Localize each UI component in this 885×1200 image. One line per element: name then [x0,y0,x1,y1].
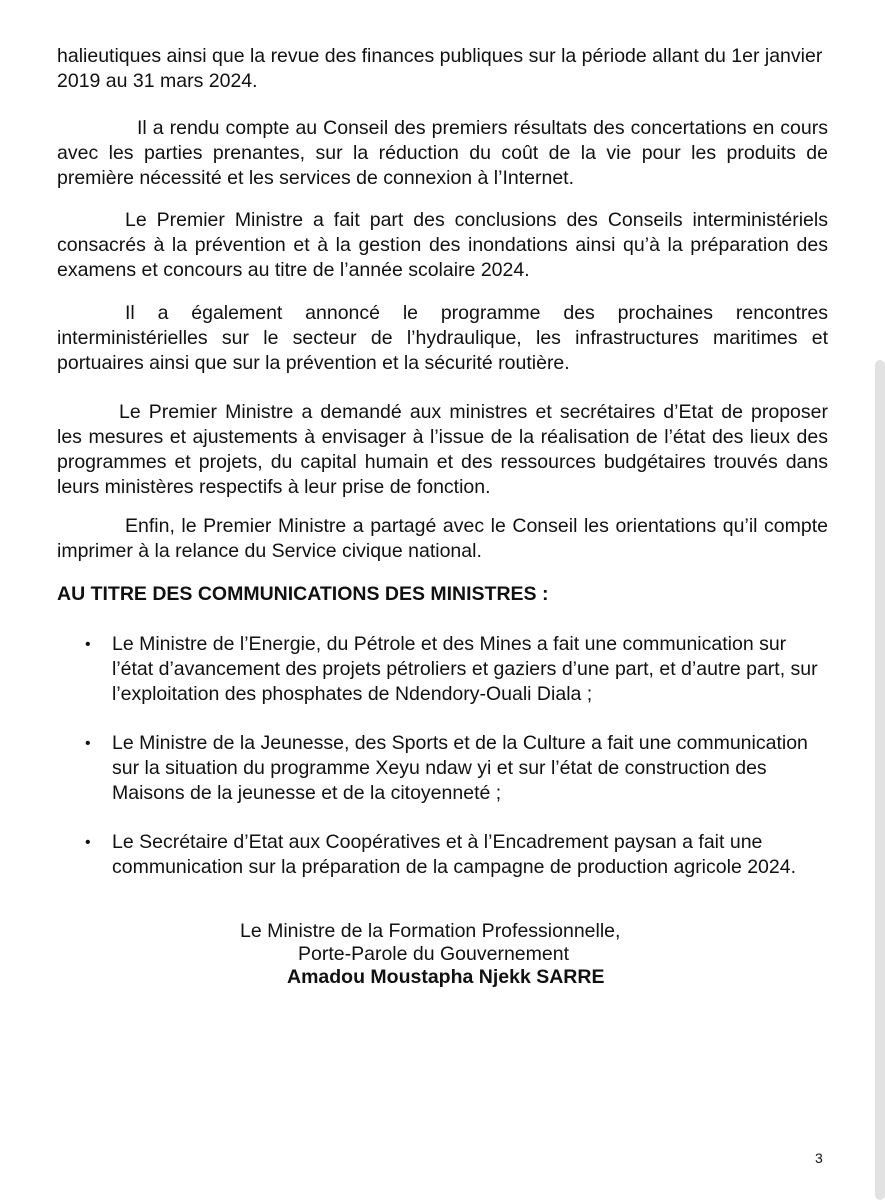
list-item [57,830,828,880]
paragraph-concertations: Il a rendu compte au Conseil des premiers résultats des concertations en cours avec les parties prenantes, sur la réduction du coût de la vie pour les produits de première nécessité et les services de connexion à l’Internet. [57,117,828,189]
paragraph-conseils-interministeriels: Le Premier Ministre a fait part des conclusions des Conseils interministériels consacrés à la prévention et à la gestion des inondations ainsi qu’à la préparation des examens et concours au titre de l’année scolaire 2024. [57,209,828,281]
communications-list [57,632,828,904]
paragraph-programme-rencontres: Il a également annoncé le programme des prochaines rencontres interministérielles sur le secteur de l’hydraulique, les infrastructures maritimes et portuaires ainsi que sur la prévention et la sécurité routière. [57,302,828,374]
bullet-icon: • [85,834,91,851]
paragraph-finances: halieutiques ainsi que la revue des finances publiques sur la période allant du 1er janvier 2019 au 31 mars 2024. [57,45,823,92]
bullet-icon: • [85,735,91,752]
signature-title: Le Ministre de la Formation Professionnelle, [240,920,621,942]
list-item [57,632,828,707]
page-number: 3 [815,1150,823,1166]
paragraph-etat-des-lieux: Le Premier Ministre a demandé aux ministres et secrétaires d’Etat de proposer les mesures et ajustements à envisager à l’issue de la réalisation de l’état des lieux des programmes et projets, du capital humain et des ressources budgétaires trouvés dans leurs ministères respectifs à leur prise de fonction. [57,401,828,498]
list-item-text: Le Ministre de l’Energie, du Pétrole et des Mines a fait une communication sur l’état d’avancement des projets pétroliers et gaziers d’une part, et d’autre part, sur l’exploitation des phosphates de Ndendory-Ouali Diala ; [112,633,818,705]
section-heading: AU TITRE DES COMMUNICATIONS DES MINISTRES : [57,583,549,605]
list-item [57,731,828,806]
bullet-icon: • [85,636,91,653]
signature-block [240,920,740,989]
scrollbar[interactable] [875,360,885,1200]
list-item-text: Le Ministre de la Jeunesse, des Sports et de la Culture a fait une communication sur la situation du programme Xeyu ndaw yi et sur l’état de construction des Maisons de la jeunesse et de la citoyenneté ; [112,732,808,804]
list-item-text: Le Secrétaire d’Etat aux Coopératives et à l’Encadrement paysan a fait une communication sur la préparation de la campagne de production agricole 2024. [112,831,797,878]
paragraph-service-civique: Enfin, le Premier Ministre a partagé avec le Conseil les orientations qu’il compte imprimer à la relance du Service civique national. [57,515,828,562]
signature-role: Porte-Parole du Gouvernement [298,943,569,965]
signature-name: Amadou Moustapha Njekk SARRE [287,966,605,988]
